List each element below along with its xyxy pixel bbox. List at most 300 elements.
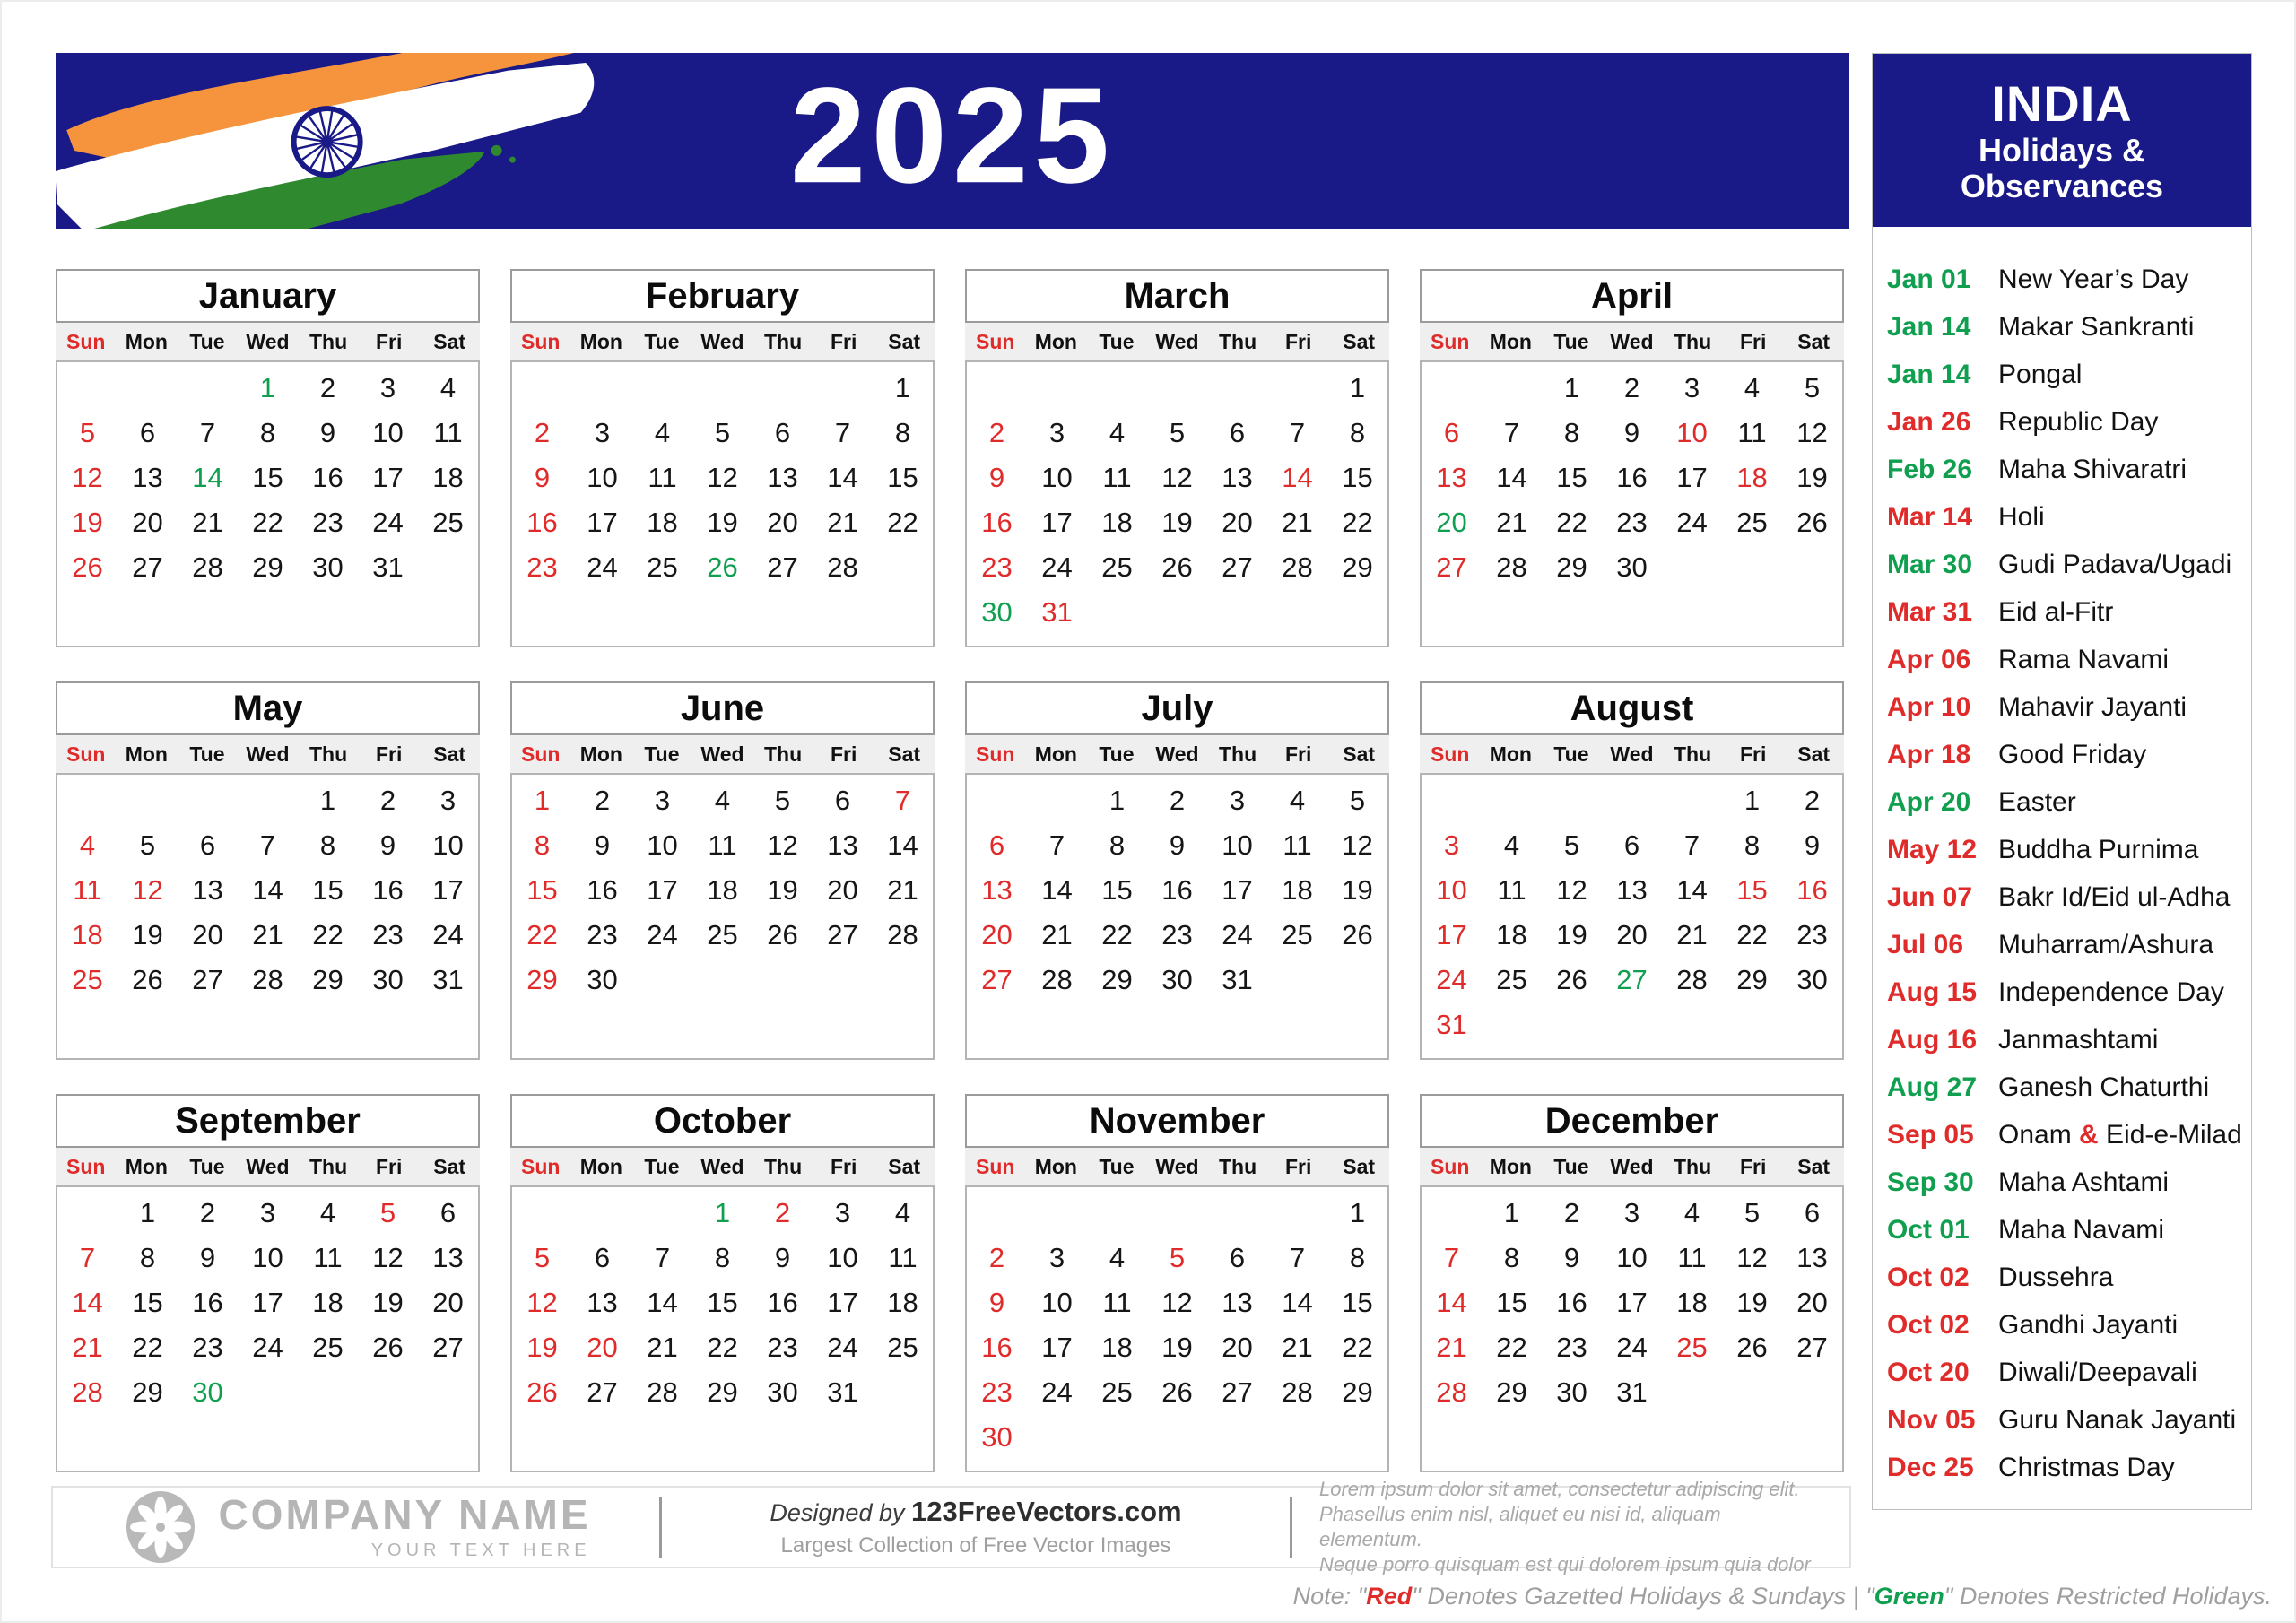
date-cell: 27	[587, 1376, 618, 1408]
weekday-label: Wed	[1610, 329, 1654, 353]
date-cell: 2	[774, 1197, 791, 1228]
month-december	[1420, 1094, 1844, 1471]
date-cell: 11	[888, 1242, 918, 1273]
date-cell: 22	[1496, 1332, 1527, 1363]
weekday-label: Tue	[1099, 329, 1135, 353]
date-cell: 10	[1222, 829, 1253, 861]
weekday-label: Fri	[1284, 329, 1312, 353]
date-cell: 24	[827, 1332, 858, 1363]
date-cell	[1267, 1191, 1327, 1236]
date-cell	[418, 1002, 478, 1047]
date-cell: 23	[1616, 507, 1648, 538]
date-cell: 7	[79, 1242, 96, 1273]
date-cell: 16	[192, 1287, 223, 1318]
date-cell: 6	[1623, 829, 1640, 861]
date-cell	[572, 590, 632, 635]
date-cell: 14	[72, 1287, 103, 1318]
designed-by-line	[662, 1496, 1290, 1528]
date-cell: 18	[312, 1287, 344, 1318]
date-cell: 12	[1161, 462, 1193, 493]
date-cell: 28	[1436, 1376, 1467, 1408]
date-cell: 21	[1041, 919, 1073, 950]
date-cell: 6	[834, 785, 851, 816]
date-cell: 31	[1436, 1009, 1467, 1040]
date-cell: 15	[1556, 462, 1587, 493]
ampersand-highlight: &	[2079, 1119, 2099, 1150]
date-cell: 30	[1796, 964, 1828, 995]
date-cell: 20	[981, 919, 1013, 950]
date-cell	[1087, 1002, 1147, 1047]
date-cell: 14	[1041, 874, 1073, 906]
months-grid	[56, 269, 1844, 1471]
holiday-item	[1887, 873, 2251, 921]
date-cell: 24	[252, 1332, 283, 1363]
weekday-label: Fri	[375, 1154, 403, 1178]
date-cell: 14	[887, 829, 918, 861]
holiday-name: Makar Sankranti	[1998, 311, 2195, 342]
date-cell	[1602, 778, 1662, 823]
dates-grid	[1420, 1185, 1844, 1472]
holiday-name: Holi	[1998, 501, 2045, 532]
holiday-date: Oct 02	[1887, 1309, 1970, 1340]
month-title: December	[1420, 1094, 1844, 1148]
date-cell: 2	[1169, 785, 1186, 816]
date-cell: 18	[1282, 874, 1313, 906]
date-cell	[967, 1191, 1027, 1236]
weekday-header-row	[56, 735, 480, 773]
date-cell: 21	[1436, 1332, 1467, 1363]
date-cell	[572, 1002, 632, 1047]
date-cell	[57, 366, 117, 411]
weekday-label: Sat	[1797, 1154, 1831, 1178]
date-cell	[1027, 1191, 1087, 1236]
date-cell: 21	[647, 1332, 678, 1363]
date-cell: 19	[1161, 1332, 1193, 1363]
holiday-item	[1887, 826, 2251, 873]
weekday-label: Thu	[1218, 742, 1257, 766]
date-cell: 13	[192, 874, 223, 906]
date-cell: 6	[439, 1197, 457, 1228]
date-cell	[1482, 1415, 1542, 1460]
weekday-label: Sat	[433, 1154, 466, 1178]
date-cell	[1087, 1191, 1147, 1236]
holiday-date: Mar 31	[1887, 596, 1973, 627]
date-cell: 15	[526, 874, 558, 906]
weekday-label: Wed	[1155, 1154, 1199, 1178]
holiday-name: Maha Ashtami	[1998, 1167, 2170, 1197]
date-cell	[692, 1002, 752, 1047]
month-title: November	[965, 1094, 1389, 1148]
date-cell: 2	[379, 785, 396, 816]
date-cell: 15	[707, 1287, 738, 1318]
date-cell: 17	[1436, 919, 1467, 950]
month-june	[510, 681, 935, 1058]
date-cell	[1482, 590, 1542, 635]
date-cell: 4	[894, 1197, 911, 1228]
date-cell: 14	[827, 462, 858, 493]
month-july	[965, 681, 1389, 1058]
date-cell	[873, 590, 933, 635]
date-cell	[358, 590, 418, 635]
date-cell: 16	[526, 507, 558, 538]
date-cell: 31	[1616, 1376, 1648, 1408]
date-cell: 15	[312, 874, 344, 906]
date-cell: 14	[1436, 1287, 1467, 1318]
date-cell: 20	[1222, 1332, 1253, 1363]
date-cell: 10	[1676, 417, 1708, 448]
date-cell	[752, 366, 813, 411]
date-cell	[1207, 1415, 1267, 1460]
date-cell: 12	[1796, 417, 1828, 448]
date-cell: 18	[1496, 919, 1527, 950]
date-cell: 29	[1342, 551, 1373, 583]
date-cell: 16	[587, 874, 618, 906]
date-cell: 3	[1048, 1242, 1065, 1273]
date-cell: 28	[1282, 1376, 1313, 1408]
date-cell: 6	[594, 1242, 611, 1273]
weekday-label: Thu	[763, 1154, 803, 1178]
date-cell: 7	[1503, 417, 1520, 448]
date-cell	[873, 545, 933, 590]
date-cell: 8	[1349, 417, 1366, 448]
date-cell: 28	[647, 1376, 678, 1408]
date-cell: 25	[647, 551, 678, 583]
holiday-name: Pongal	[1998, 359, 2083, 389]
date-cell: 26	[1161, 1376, 1193, 1408]
weekday-label: Thu	[1673, 329, 1712, 353]
date-cell: 16	[1616, 462, 1648, 493]
date-cell: 27	[981, 964, 1013, 995]
weekday-header-row	[510, 323, 935, 360]
month-title: January	[56, 269, 480, 323]
weekday-label: Wed	[700, 1154, 744, 1178]
date-cell: 5	[139, 829, 156, 861]
date-cell	[752, 958, 813, 1002]
date-cell: 1	[319, 785, 336, 816]
date-cell: 25	[1282, 919, 1313, 950]
date-cell: 26	[1556, 964, 1587, 995]
date-cell: 11	[708, 829, 737, 861]
date-cell	[692, 590, 752, 635]
footer-credit-section	[662, 1496, 1290, 1558]
date-cell	[1207, 1002, 1267, 1047]
date-cell: 14	[1282, 462, 1313, 493]
date-cell: 12	[1161, 1287, 1193, 1318]
date-cell: 13	[827, 829, 858, 861]
date-cell: 12	[72, 462, 103, 493]
month-august	[1420, 681, 1844, 1058]
dates-grid	[965, 1185, 1389, 1472]
date-cell	[1422, 1415, 1482, 1460]
date-cell: 19	[1556, 919, 1587, 950]
date-cell: 21	[1496, 507, 1527, 538]
date-cell: 19	[72, 507, 103, 538]
weekday-label: Tue	[644, 742, 680, 766]
date-cell: 28	[887, 919, 918, 950]
holiday-item	[1887, 1444, 2251, 1491]
date-cell	[813, 958, 873, 1002]
date-cell	[1782, 545, 1842, 590]
date-cell	[632, 958, 692, 1002]
date-cell: 9	[988, 1287, 1005, 1318]
holiday-date: Sep 05	[1887, 1119, 1974, 1150]
date-cell: 23	[587, 919, 618, 950]
date-cell: 30	[372, 964, 404, 995]
date-cell: 6	[1443, 417, 1460, 448]
date-cell	[967, 366, 1027, 411]
date-cell: 26	[1342, 919, 1373, 950]
holidays-panel-header	[1873, 54, 2251, 227]
weekday-label: Tue	[189, 1154, 225, 1178]
date-cell: 7	[1289, 1242, 1306, 1273]
date-cell: 14	[252, 874, 283, 906]
date-cell: 17	[432, 874, 464, 906]
holiday-item	[1887, 1111, 2251, 1159]
date-cell	[1207, 1191, 1267, 1236]
date-cell: 24	[1041, 551, 1073, 583]
date-cell: 25	[312, 1332, 344, 1363]
date-cell: 8	[1503, 1242, 1520, 1273]
date-cell: 28	[252, 964, 283, 995]
date-cell: 21	[827, 507, 858, 538]
date-cell	[1327, 590, 1387, 635]
holiday-item	[1887, 778, 2251, 826]
date-cell: 7	[1048, 829, 1065, 861]
date-cell: 23	[981, 1376, 1013, 1408]
date-cell: 21	[1676, 919, 1708, 950]
lorem-line: Phasellus enim nisl, aliquet eu nisi id, aliquam elementum.	[1319, 1503, 1721, 1550]
month-march	[965, 269, 1389, 646]
date-cell: 23	[767, 1332, 798, 1363]
weekday-label: Mon	[125, 329, 168, 353]
date-cell: 16	[1796, 874, 1828, 906]
weekday-label: Wed	[700, 329, 744, 353]
weekday-label: Sun	[1431, 329, 1470, 353]
date-cell: 30	[587, 964, 618, 995]
weekday-label: Sun	[976, 1154, 1015, 1178]
date-cell	[1542, 1415, 1602, 1460]
date-cell: 17	[252, 1287, 283, 1318]
holiday-item	[1887, 541, 2251, 588]
date-cell: 27	[1222, 551, 1253, 583]
month-september	[56, 1094, 480, 1471]
date-cell: 1	[894, 372, 911, 404]
date-cell: 1	[259, 372, 276, 404]
date-cell: 24	[1616, 1332, 1648, 1363]
date-cell: 26	[1161, 551, 1193, 583]
date-cell	[1602, 1415, 1662, 1460]
date-cell: 20	[1796, 1287, 1828, 1318]
date-cell: 7	[259, 829, 276, 861]
date-cell: 7	[834, 417, 851, 448]
weekday-label: Mon	[579, 742, 622, 766]
dates-grid	[965, 360, 1389, 647]
date-cell: 6	[988, 829, 1005, 861]
holiday-date: Oct 02	[1887, 1262, 1970, 1292]
designed-by-prefix: Designed by	[770, 1499, 905, 1526]
date-cell	[418, 1370, 478, 1415]
date-cell: 7	[199, 417, 216, 448]
date-cell: 10	[1041, 1287, 1073, 1318]
date-cell	[1327, 958, 1387, 1002]
date-cell: 21	[887, 874, 918, 906]
lorem-line: Neque porro quisquam est qui dolorem ipsum quia dolor	[1319, 1553, 1811, 1575]
date-cell: 1	[1349, 1197, 1366, 1228]
date-cell: 30	[312, 551, 344, 583]
holiday-name: Eid al-Fitr	[1998, 596, 2114, 627]
holiday-date: Mar 30	[1887, 549, 1973, 579]
weekday-header-row	[1420, 735, 1844, 773]
date-cell: 24	[1222, 919, 1253, 950]
date-cell	[1422, 366, 1482, 411]
date-cell	[752, 1415, 813, 1460]
date-cell: 30	[1161, 964, 1193, 995]
weekday-label: Fri	[830, 329, 857, 353]
holiday-date: Jan 14	[1887, 359, 1971, 389]
weekday-label: Wed	[1155, 329, 1199, 353]
weekday-label: Fri	[1739, 1154, 1767, 1178]
holiday-item	[1887, 636, 2251, 683]
date-cell: 28	[1496, 551, 1527, 583]
holiday-item	[1887, 683, 2251, 731]
date-cell: 20	[1222, 507, 1253, 538]
date-cell	[1207, 590, 1267, 635]
weekday-label: Sat	[1797, 329, 1831, 353]
weekday-label: Sun	[1431, 1154, 1470, 1178]
date-cell: 4	[439, 372, 457, 404]
date-cell: 30	[981, 1421, 1013, 1453]
weekday-label: Fri	[1739, 329, 1767, 353]
date-cell: 3	[1048, 417, 1065, 448]
date-cell: 30	[981, 596, 1013, 628]
dates-grid	[1420, 360, 1844, 647]
date-cell: 18	[1101, 1332, 1133, 1363]
date-cell: 4	[79, 829, 96, 861]
month-title: April	[1420, 269, 1844, 323]
weekday-label: Sun	[976, 742, 1015, 766]
date-cell: 10	[827, 1242, 858, 1273]
date-cell	[117, 778, 178, 823]
date-cell: 17	[372, 462, 404, 493]
date-cell	[1027, 366, 1087, 411]
date-cell: 5	[1349, 785, 1366, 816]
date-cell: 5	[79, 417, 96, 448]
date-cell: 25	[72, 964, 103, 995]
date-cell: 22	[1342, 507, 1373, 538]
date-cell: 19	[1342, 874, 1373, 906]
date-cell: 7	[894, 785, 911, 816]
date-cell	[1722, 1370, 1782, 1415]
date-cell	[1422, 778, 1482, 823]
date-cell	[752, 1002, 813, 1047]
date-cell	[632, 1415, 692, 1460]
date-cell: 15	[1736, 874, 1768, 906]
date-cell: 5	[534, 1242, 551, 1273]
weekday-label: Wed	[1155, 742, 1199, 766]
date-cell: 2	[1804, 785, 1821, 816]
date-cell	[1482, 366, 1542, 411]
holidays-panel	[1872, 53, 2252, 1510]
date-cell	[117, 1002, 178, 1047]
holiday-name: Diwali/Deepavali	[1998, 1357, 2197, 1387]
date-cell: 25	[1101, 551, 1133, 583]
date-cell	[692, 366, 752, 411]
holiday-item	[1887, 1063, 2251, 1111]
date-cell	[1782, 1415, 1842, 1460]
month-title: September	[56, 1094, 480, 1148]
date-cell: 21	[192, 507, 223, 538]
date-cell: 10	[372, 417, 404, 448]
date-cell: 24	[1436, 964, 1467, 995]
holiday-name: Guru Nanak Jayanti	[1998, 1404, 2237, 1435]
date-cell: 31	[827, 1376, 858, 1408]
date-cell: 8	[259, 417, 276, 448]
date-cell: 29	[1496, 1376, 1527, 1408]
date-cell: 26	[526, 1376, 558, 1408]
date-cell: 17	[1616, 1287, 1648, 1318]
date-cell: 20	[1436, 507, 1467, 538]
date-cell: 10	[587, 462, 618, 493]
date-cell: 9	[1804, 829, 1821, 861]
date-cell: 9	[988, 462, 1005, 493]
date-cell: 3	[1443, 829, 1460, 861]
date-cell: 9	[594, 829, 611, 861]
weekday-label: Fri	[1739, 742, 1767, 766]
date-cell: 6	[1229, 1242, 1246, 1273]
date-cell: 22	[1736, 919, 1768, 950]
date-cell: 27	[827, 919, 858, 950]
date-cell: 16	[767, 1287, 798, 1318]
weekday-label: Thu	[309, 1154, 348, 1178]
date-cell: 2	[1623, 372, 1640, 404]
date-cell: 9	[1169, 829, 1186, 861]
date-cell: 24	[432, 919, 464, 950]
date-cell: 14	[192, 462, 223, 493]
holiday-name: Ganesh Chaturthi	[1998, 1072, 2210, 1102]
holiday-name: Rama Navami	[1998, 644, 2170, 674]
holiday-date: Feb 26	[1887, 454, 1973, 484]
date-cell: 9	[1623, 417, 1640, 448]
date-cell: 31	[1222, 964, 1253, 995]
date-cell: 24	[1676, 507, 1708, 538]
date-cell: 1	[139, 1197, 156, 1228]
date-cell: 23	[981, 551, 1013, 583]
date-cell	[632, 1191, 692, 1236]
date-cell: 2	[1563, 1197, 1580, 1228]
date-cell	[692, 1415, 752, 1460]
holiday-name: Maha Navami	[1998, 1214, 2165, 1245]
date-cell	[572, 1415, 632, 1460]
date-cell: 27	[1616, 964, 1648, 995]
date-cell: 12	[767, 829, 798, 861]
date-cell: 4	[1109, 417, 1126, 448]
date-cell: 5	[379, 1197, 396, 1228]
holiday-item	[1887, 968, 2251, 1016]
holiday-item	[1887, 1301, 2251, 1349]
weekday-label: Tue	[1553, 1154, 1589, 1178]
date-cell: 22	[707, 1332, 738, 1363]
dates-grid	[1420, 773, 1844, 1060]
date-cell	[298, 1002, 358, 1047]
month-title: June	[510, 681, 935, 735]
date-cell	[632, 366, 692, 411]
date-cell: 13	[767, 462, 798, 493]
date-cell: 17	[647, 874, 678, 906]
weekday-label: Mon	[1034, 1154, 1077, 1178]
holiday-date: Apr 18	[1887, 739, 1971, 769]
date-cell	[178, 1415, 238, 1460]
weekday-label: Mon	[125, 742, 168, 766]
